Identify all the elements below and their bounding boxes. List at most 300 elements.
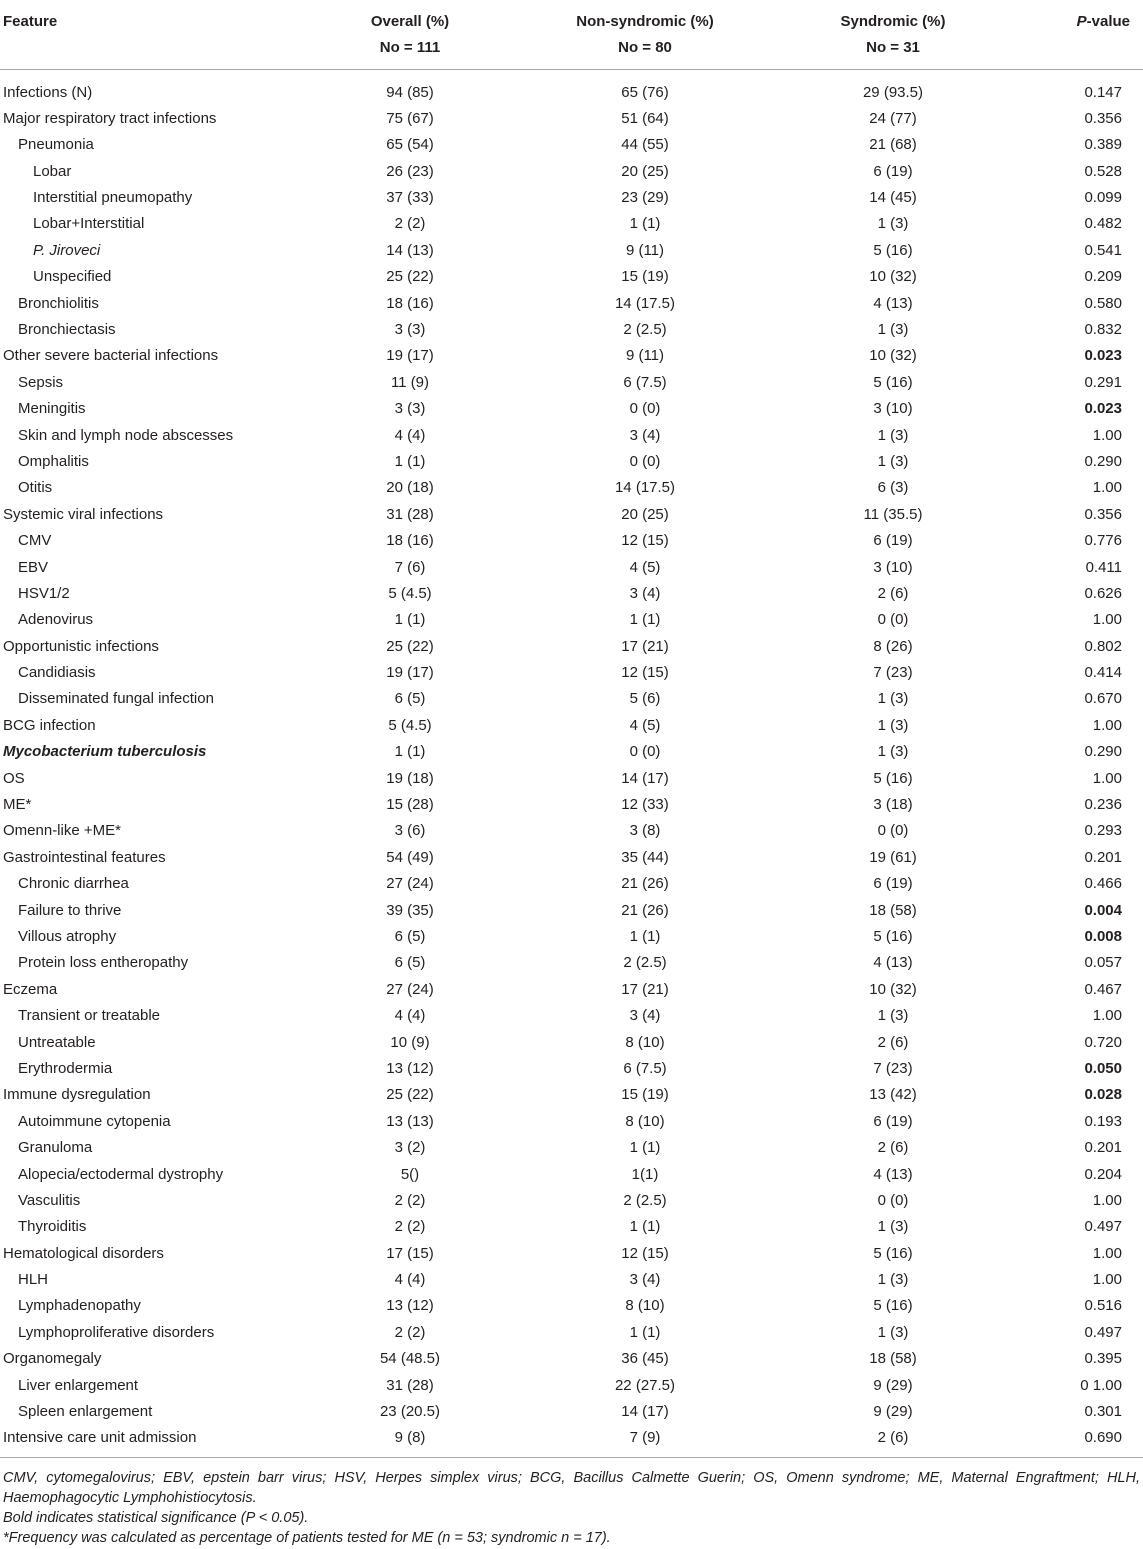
p-value-cell: 0.290 (1084, 743, 1122, 761)
syndromic-cell: 1 (3) (877, 426, 909, 444)
p-value-cell: 1.00 (1092, 479, 1122, 497)
non-syndromic-cell: 3 (4) (629, 1271, 661, 1289)
overall-cell: 94 (85) (386, 83, 434, 101)
overall-cell: 14 (13) (386, 241, 434, 259)
non-syndromic-cell: 12 (15) (621, 1244, 669, 1262)
syndromic-cell: 7 (23) (873, 664, 913, 682)
feature-cell: Lobar+Interstitial (33, 215, 145, 233)
overall-cell: 4 (4) (394, 1007, 426, 1025)
table-header (0, 0, 1143, 70)
feature-cell: Adenovirus (18, 611, 94, 629)
non-syndromic-cell: 14 (17) (621, 769, 669, 787)
non-syndromic-cell: 20 (25) (621, 505, 669, 523)
non-syndromic-header-label: Non-syndromic (%) (576, 13, 714, 30)
non-syndromic-cell: 15 (19) (621, 1086, 669, 1104)
syndromic-cell: 6 (3) (877, 479, 909, 497)
syndromic-cell: 1 (3) (877, 452, 909, 470)
syndromic-cell: 7 (23) (873, 1059, 913, 1077)
syndromic-cell: 0 (0) (877, 822, 909, 840)
overall-cell: 23 (20.5) (379, 1403, 441, 1421)
table-subrow (0, 185, 1143, 211)
non-syndromic-cell: 7 (9) (629, 1429, 661, 1447)
p-value-cell: 0.497 (1084, 1218, 1122, 1236)
p-value-cell: 0.690 (1084, 1429, 1122, 1447)
non-syndromic-cell: 14 (17.5) (614, 294, 676, 312)
table-subrow (0, 264, 1143, 290)
non-syndromic-cell: 5 (6) (629, 690, 661, 708)
overall-cell: 19 (17) (386, 664, 434, 682)
overall-cell: 31 (28) (386, 1376, 434, 1394)
table-subrow (0, 475, 1143, 501)
feature-cell: Lymphadenopathy (18, 1297, 141, 1315)
feature-cell: Eczema (3, 980, 58, 998)
non-syndromic-cell: 1(1) (631, 1165, 659, 1183)
overall-cell: 3 (3) (394, 400, 426, 418)
syndromic-cell: 1 (3) (877, 1007, 909, 1025)
p-value-cell: 0.291 (1084, 373, 1122, 391)
table-row (0, 1425, 1143, 1451)
table-subrow (0, 950, 1143, 976)
feature-cell: Autoimmune cytopenia (18, 1112, 171, 1130)
syndromic-cell: 6 (19) (873, 162, 913, 180)
p-value-header-italic-p: P (1076, 13, 1087, 30)
feature-cell: Unspecified (33, 268, 112, 286)
p-value-cell: 0.290 (1084, 452, 1122, 470)
frequency-footnote: *Frequency was calculated as percentage of patients tested for ME (n = 53; syndromic n = 17). (3, 1529, 611, 1546)
table-subrow (0, 1320, 1143, 1346)
feature-cell: Erythrodermia (18, 1059, 113, 1077)
feature-cell: Intensive care unit admission (3, 1429, 197, 1447)
p-value-cell: 0.414 (1084, 664, 1122, 682)
feature-cell: Otitis (18, 479, 53, 497)
overall-cell: 19 (18) (386, 769, 434, 787)
overall-cell: 75 (67) (386, 109, 434, 127)
overall-header-label: Overall (%) (370, 13, 450, 30)
p-value-cell: 0.099 (1084, 189, 1122, 207)
syndromic-cell: 3 (10) (873, 400, 913, 418)
overall-column-header (300, 0, 520, 69)
table-row (0, 977, 1143, 1003)
table-subrow (0, 1293, 1143, 1319)
overall-cell: 4 (4) (394, 426, 426, 444)
syndromic-cell: 6 (19) (873, 532, 913, 550)
p-value-cell: 0.411 (1085, 558, 1122, 576)
syndromic-cell: 9 (29) (873, 1376, 913, 1394)
p-value-cell: 0.395 (1084, 1350, 1122, 1368)
feature-cell: Transient or treatable (18, 1007, 161, 1025)
significance-footnote: Bold indicates statistical significance (P < 0.05). (3, 1509, 309, 1526)
feature-cell: HLH (18, 1271, 49, 1289)
feature-cell: Systemic viral infections (3, 505, 164, 523)
syndromic-cell: 8 (26) (873, 637, 913, 655)
p-value-cell: 0.467 (1084, 980, 1122, 998)
feature-cell: Alopecia/ectodermal dystrophy (18, 1165, 224, 1183)
p-value-cell: 1.00 (1092, 426, 1122, 444)
feature-cell: Thyroiditis (18, 1218, 87, 1236)
feature-cell: Mycobacterium tuberculosis (3, 743, 207, 761)
table-row (0, 792, 1143, 818)
table-row (0, 1346, 1143, 1372)
table-subrow (0, 1373, 1143, 1399)
non-syndromic-cell: 3 (4) (629, 426, 661, 444)
table-row (0, 713, 1143, 739)
syndromic-cell: 5 (16) (873, 1244, 913, 1262)
syndromic-cell: 6 (19) (873, 1112, 913, 1130)
syndromic-cell: 4 (13) (873, 954, 913, 972)
overall-cell: 18 (16) (386, 294, 434, 312)
feature-cell: Candidiasis (18, 664, 96, 682)
non-syndromic-cell: 21 (26) (621, 875, 669, 893)
overall-cell: 54 (49) (386, 848, 434, 866)
non-syndromic-column-header (520, 0, 770, 69)
overall-header-count: No = 111 (379, 39, 441, 56)
non-syndromic-cell: 9 (11) (625, 347, 665, 365)
table-subrow (0, 1109, 1143, 1135)
p-value-cell: 0.236 (1084, 796, 1122, 814)
p-value-cell: 0.356 (1084, 505, 1122, 523)
syndromic-cell: 10 (32) (869, 268, 917, 286)
feature-cell: Omphalitis (18, 452, 89, 470)
feature-cell: Gastrointestinal features (3, 848, 166, 866)
p-value-cell: 0.201 (1084, 1139, 1122, 1157)
feature-cell: Other severe bacterial infections (3, 347, 219, 365)
p-value-cell: 0.028 (1084, 1086, 1122, 1104)
overall-cell: 2 (2) (394, 1191, 426, 1209)
p-value-cell: 0.720 (1084, 1033, 1122, 1051)
table-subrow (0, 423, 1143, 449)
syndromic-cell: 4 (13) (873, 1165, 913, 1183)
table-subrow (0, 660, 1143, 686)
syndromic-column-header (770, 0, 1016, 69)
non-syndromic-cell: 20 (25) (621, 162, 669, 180)
syndromic-cell: 0 (0) (877, 611, 909, 629)
non-syndromic-cell: 1 (1) (629, 1323, 661, 1341)
feature-cell: Villous atrophy (18, 928, 117, 945)
table-subrow (0, 871, 1143, 897)
table-row (0, 1082, 1143, 1108)
non-syndromic-cell: 35 (44) (621, 848, 669, 866)
syndromic-cell: 5 (16) (873, 928, 913, 945)
feature-cell: P. Jiroveci (33, 241, 101, 259)
table-subrow (0, 924, 1143, 950)
syndromic-header-count: No = 31 (866, 39, 920, 56)
table-subrow (0, 1003, 1143, 1029)
non-syndromic-cell: 0 (0) (629, 743, 661, 761)
overall-cell: 1 (1) (394, 611, 426, 629)
table-subrow (0, 132, 1143, 158)
syndromic-cell: 11 (35.5) (863, 505, 923, 523)
non-syndromic-cell: 12 (15) (621, 532, 669, 550)
feature-cell: Pneumonia (18, 136, 94, 154)
overall-cell: 17 (15) (386, 1244, 434, 1262)
syndromic-cell: 2 (6) (877, 1429, 909, 1447)
table-subrow (0, 317, 1143, 343)
non-syndromic-cell: 8 (10) (625, 1033, 665, 1051)
feature-cell: Vasculitis (18, 1191, 81, 1209)
overall-cell: 26 (23) (386, 162, 434, 180)
feature-cell: Omenn-like +ME* (3, 822, 121, 840)
p-value-cell: 0.580 (1084, 294, 1122, 312)
p-value-cell: 0.023 (1084, 400, 1122, 418)
p-value-cell: 0.050 (1084, 1059, 1122, 1077)
overall-cell: 2 (2) (394, 215, 426, 233)
feature-cell: Hematological disorders (3, 1244, 164, 1262)
table-subrow (0, 1188, 1143, 1214)
feature-cell: Untreatable (18, 1033, 96, 1051)
non-syndromic-cell: 3 (4) (629, 1007, 661, 1025)
p-value-cell: 0.528 (1084, 162, 1122, 180)
syndromic-header-label: Syndromic (%) (840, 13, 946, 30)
feature-column-header: Feature (3, 13, 58, 30)
table-subrow (0, 396, 1143, 422)
overall-cell: 6 (5) (394, 928, 426, 945)
non-syndromic-cell: 2 (2.5) (623, 321, 667, 339)
overall-cell: 4 (4) (394, 1271, 426, 1289)
overall-cell: 19 (17) (386, 347, 434, 365)
overall-cell: 39 (35) (386, 901, 434, 919)
p-value-cell: 0.293 (1084, 822, 1122, 840)
feature-cell: Failure to thrive (18, 901, 122, 919)
overall-cell: 37 (33) (386, 189, 434, 207)
p-value-cell: 1.00 (1092, 769, 1122, 787)
non-syndromic-cell: 0 (0) (629, 452, 661, 470)
p-value-cell: 0.201 (1084, 848, 1122, 866)
non-syndromic-cell: 0 (0) (629, 400, 661, 418)
p-value-cell: 0.004 (1084, 901, 1122, 919)
overall-cell: 11 (9) (390, 373, 430, 391)
p-value-cell: 0.670 (1084, 690, 1122, 708)
overall-cell: 25 (22) (386, 637, 434, 655)
p-value-cell: 0.516 (1084, 1297, 1122, 1315)
feature-cell: Granuloma (18, 1139, 93, 1157)
non-syndromic-cell: 9 (11) (625, 241, 665, 259)
overall-cell: 3 (2) (394, 1139, 426, 1157)
table-subrow (0, 159, 1143, 185)
syndromic-cell: 2 (6) (877, 584, 909, 602)
feature-cell: Bronchiectasis (18, 321, 116, 339)
syndromic-cell: 13 (42) (869, 1086, 917, 1104)
non-syndromic-cell: 36 (45) (621, 1350, 669, 1368)
syndromic-cell: 5 (16) (873, 769, 913, 787)
p-value-cell: 0.466 (1084, 875, 1122, 893)
overall-cell: 31 (28) (386, 505, 434, 523)
table-row (0, 739, 1143, 765)
syndromic-cell: 24 (77) (869, 109, 917, 127)
non-syndromic-cell: 1 (1) (629, 611, 661, 629)
overall-cell: 25 (22) (386, 268, 434, 286)
feature-cell: Lymphoproliferative disorders (18, 1323, 215, 1341)
p-value-cell: 0.776 (1084, 532, 1122, 550)
syndromic-cell: 4 (13) (873, 294, 913, 312)
overall-cell: 18 (16) (386, 532, 434, 550)
p-value-cell: 1.00 (1092, 1244, 1122, 1262)
p-value-cell: 1.00 (1092, 611, 1122, 629)
p-value-cell: 0.147 (1084, 83, 1122, 101)
non-syndromic-cell: 17 (21) (621, 980, 669, 998)
non-syndromic-cell: 1 (1) (629, 215, 661, 233)
feature-cell: OS (3, 769, 25, 787)
p-value-cell: 0.008 (1084, 928, 1122, 945)
table-footnotes (0, 1458, 1143, 1548)
non-syndromic-cell: 6 (7.5) (623, 373, 667, 391)
non-syndromic-cell: 2 (2.5) (623, 1191, 667, 1209)
syndromic-cell: 2 (6) (877, 1139, 909, 1157)
table-subrow (0, 1162, 1143, 1188)
table-row (0, 80, 1143, 106)
overall-cell: 13 (12) (386, 1059, 434, 1077)
syndromic-cell: 5 (16) (873, 241, 913, 259)
p-value-cell: 0.541 (1084, 241, 1122, 259)
p-value-cell: 0.497 (1084, 1323, 1122, 1341)
non-syndromic-cell: 12 (15) (621, 664, 669, 682)
feature-cell: Chronic diarrhea (18, 875, 129, 893)
table-subrow (0, 1135, 1143, 1161)
non-syndromic-cell: 1 (1) (629, 928, 661, 945)
feature-cell: Infections (N) (3, 83, 93, 101)
p-value-cell: 0.832 (1084, 321, 1122, 339)
syndromic-cell: 9 (29) (873, 1403, 913, 1421)
syndromic-cell: 1 (3) (877, 690, 909, 708)
table-body (0, 70, 1143, 1458)
syndromic-cell: 3 (10) (873, 558, 913, 576)
non-syndromic-cell: 14 (17) (621, 1403, 669, 1421)
table-subrow (0, 1056, 1143, 1082)
table-subrow (0, 1399, 1143, 1425)
syndromic-cell: 1 (3) (877, 716, 909, 734)
syndromic-cell: 5 (16) (873, 373, 913, 391)
overall-cell: 5() (400, 1165, 420, 1183)
overall-cell: 1 (1) (394, 452, 426, 470)
overall-cell: 3 (3) (394, 321, 426, 339)
p-value-cell: 0.389 (1084, 136, 1122, 154)
syndromic-cell: 5 (16) (873, 1297, 913, 1315)
non-syndromic-cell: 4 (5) (629, 716, 661, 734)
p-value-cell: 1.00 (1092, 1271, 1122, 1289)
overall-cell: 6 (5) (394, 690, 426, 708)
table-subrow (0, 291, 1143, 317)
non-syndromic-cell: 17 (21) (621, 637, 669, 655)
overall-cell: 25 (22) (386, 1086, 434, 1104)
syndromic-cell: 29 (93.5) (862, 83, 924, 101)
syndromic-cell: 2 (6) (877, 1033, 909, 1051)
table-subrow (0, 898, 1143, 924)
non-syndromic-header-count: No = 80 (618, 39, 672, 56)
overall-cell: 5 (4.5) (388, 716, 432, 734)
non-syndromic-cell: 6 (7.5) (623, 1059, 667, 1077)
syndromic-cell: 1 (3) (877, 321, 909, 339)
non-syndromic-cell: 3 (4) (629, 584, 661, 602)
syndromic-cell: 6 (19) (873, 875, 913, 893)
feature-cell: BCG infection (3, 716, 96, 734)
p-value-cell: 0.301 (1084, 1403, 1122, 1421)
p-value-cell: 0 1.00 (1080, 1376, 1122, 1394)
non-syndromic-cell: 22 (27.5) (614, 1376, 676, 1394)
non-syndromic-cell: 8 (10) (625, 1297, 665, 1315)
overall-cell: 65 (54) (386, 136, 434, 154)
p-value-cell: 0.209 (1084, 268, 1122, 286)
feature-cell: Meningitis (18, 400, 86, 418)
syndromic-cell: 1 (3) (877, 1218, 909, 1236)
overall-cell: 2 (2) (394, 1218, 426, 1236)
abbreviations-footnote: CMV, cytomegalovirus; EBV, epstein barr virus; HSV, Herpes simplex virus; BCG, Bacillus Calmette Guerin; OS, Omenn syndrome; ME, Maternal Engraftment; HLH, Haemophagocytic Lymphohistiocytosis. (3, 1469, 1140, 1506)
feature-cell: Protein loss entheropathy (18, 954, 189, 972)
table-row (0, 1241, 1143, 1267)
p-value-cell: 0.023 (1084, 347, 1122, 365)
p-value-cell: 0.482 (1084, 215, 1122, 233)
table-row (0, 106, 1143, 132)
feature-cell: Skin and lymph node abscesses (18, 426, 234, 444)
table-row (0, 818, 1143, 844)
feature-cell: Lobar (33, 162, 72, 180)
feature-cell: Organomegaly (3, 1350, 102, 1368)
non-syndromic-cell: 2 (2.5) (623, 954, 667, 972)
table-subrow (0, 370, 1143, 396)
non-syndromic-cell: 23 (29) (621, 189, 669, 207)
overall-cell: 2 (2) (394, 1323, 426, 1341)
p-value-cell: 0.356 (1084, 109, 1122, 127)
overall-cell: 54 (48.5) (379, 1350, 441, 1368)
overall-cell: 20 (18) (386, 479, 434, 497)
p-value-cell: 0.626 (1084, 584, 1122, 602)
table-subrow (0, 581, 1143, 607)
table-row (0, 502, 1143, 528)
table-subrow (0, 555, 1143, 581)
overall-cell: 1 (1) (394, 743, 426, 761)
non-syndromic-cell: 4 (5) (629, 558, 661, 576)
feature-cell: Interstitial pneumopathy (33, 189, 193, 207)
table-subrow (0, 1214, 1143, 1240)
overall-cell: 7 (6) (394, 558, 426, 576)
non-syndromic-cell: 3 (8) (629, 822, 661, 840)
syndromic-cell: 10 (32) (869, 980, 917, 998)
syndromic-cell: 14 (45) (869, 189, 917, 207)
table-subrow (0, 449, 1143, 475)
p-value-cell: 1.00 (1092, 1007, 1122, 1025)
feature-cell: Major respiratory tract infections (3, 109, 217, 127)
p-value-cell: 0.204 (1084, 1165, 1122, 1183)
table-subrow (0, 211, 1143, 237)
overall-cell: 3 (6) (394, 822, 426, 840)
non-syndromic-cell: 8 (10) (625, 1112, 665, 1130)
feature-cell: EBV (18, 558, 49, 576)
overall-cell: 6 (5) (394, 954, 426, 972)
feature-cell: Liver enlargement (18, 1376, 139, 1394)
non-syndromic-cell: 44 (55) (621, 136, 669, 154)
feature-cell: ME* (3, 796, 32, 814)
overall-cell: 10 (9) (390, 1033, 430, 1051)
feature-cell: Bronchiolitis (18, 294, 99, 312)
table-row (0, 845, 1143, 871)
syndromic-cell: 3 (18) (873, 796, 913, 814)
overall-cell: 9 (8) (394, 1429, 426, 1447)
table-row (0, 766, 1143, 792)
feature-cell: Opportunistic infections (3, 637, 159, 655)
p-value-header-rest: -value (1086, 13, 1130, 30)
syndromic-cell: 18 (58) (869, 901, 917, 919)
non-syndromic-cell: 1 (1) (629, 1139, 661, 1157)
overall-cell: 15 (28) (386, 796, 434, 814)
syndromic-cell: 1 (3) (877, 1271, 909, 1289)
overall-cell: 27 (24) (386, 875, 434, 893)
table-subrow (0, 238, 1143, 264)
p-value-column-header (1016, 0, 1143, 69)
syndromic-cell: 18 (58) (869, 1350, 917, 1368)
table-subrow (0, 607, 1143, 633)
p-value-cell: 1.00 (1092, 1191, 1122, 1209)
overall-cell: 27 (24) (386, 980, 434, 998)
p-value-cell: 0.193 (1084, 1112, 1122, 1130)
non-syndromic-cell: 1 (1) (629, 1218, 661, 1236)
